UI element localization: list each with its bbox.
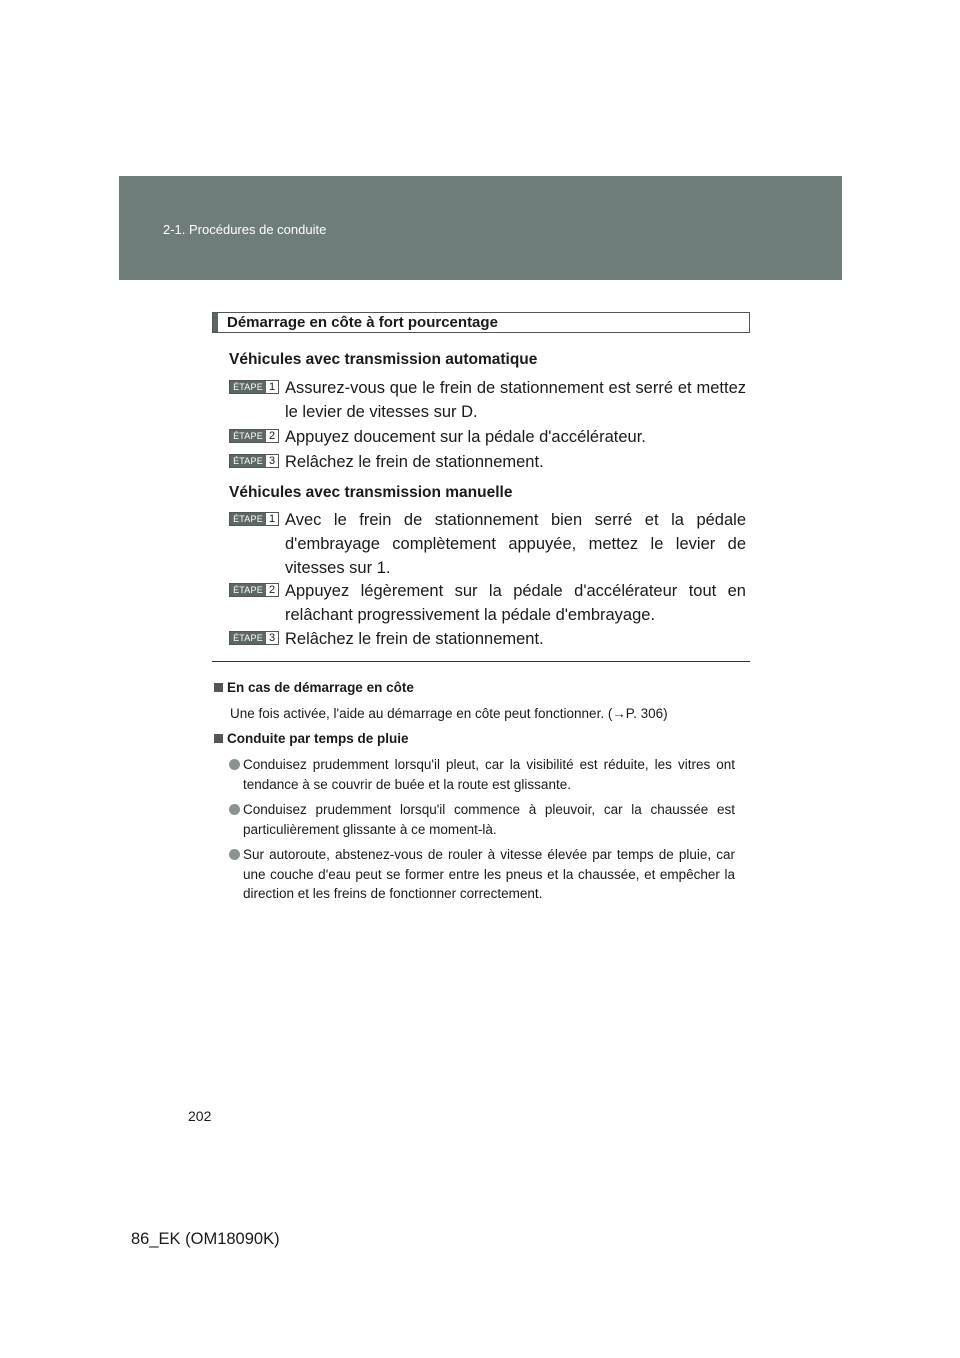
square-bullet-icon xyxy=(214,683,223,692)
section-title-box xyxy=(212,312,750,333)
step-text: Avec le frein de stationnement bien serré et la pédale d'embrayage complètement appuyée, mettez le levier de vitesses sur 1. xyxy=(285,511,746,577)
note-rain-heading xyxy=(214,731,409,746)
step-text: Assurez-vous que le frein de stationnement est serré et mettez le levier de vitesses sur D. xyxy=(285,379,746,421)
step-badge xyxy=(229,380,279,394)
step-badge xyxy=(229,512,279,526)
step-badge xyxy=(229,583,279,597)
note-hill-start-title: En cas de démarrage en côte xyxy=(227,680,414,695)
note-rain-title: Conduite par temps de pluie xyxy=(227,731,409,746)
step-badge-word: ÉTAPE xyxy=(230,513,266,525)
step-badge-number: 1 xyxy=(266,513,278,525)
manual-step-3 xyxy=(229,627,746,651)
section-breadcrumb: 2-1. Procédures de conduite xyxy=(163,222,327,237)
header-band xyxy=(119,176,842,280)
circle-bullet-icon xyxy=(229,759,240,770)
step-badge-word: ÉTAPE xyxy=(230,632,266,644)
automatic-step-3 xyxy=(229,450,746,474)
step-badge-number: 2 xyxy=(266,584,278,596)
step-badge-word: ÉTAPE xyxy=(230,430,266,442)
automatic-step-1 xyxy=(229,376,746,424)
section-title-accent xyxy=(213,313,218,332)
step-text: Relâchez le frein de stationnement. xyxy=(285,453,544,471)
circle-bullet-icon xyxy=(229,804,240,815)
step-badge-word: ÉTAPE xyxy=(230,381,266,393)
automatic-step-2 xyxy=(229,425,746,449)
note-hill-start-text: Une fois activée, l'aide au démarrage en côte peut fonctionner. (→P. 306) xyxy=(230,706,668,721)
note-hill-start-heading xyxy=(214,680,414,695)
step-badge-word: ÉTAPE xyxy=(230,584,266,596)
section-divider xyxy=(212,661,750,662)
manual-step-1 xyxy=(229,508,746,580)
step-badge-word: ÉTAPE xyxy=(230,455,266,467)
manual-heading: Véhicules avec transmission manuelle xyxy=(229,484,513,501)
rain-bullet-2 xyxy=(229,800,735,839)
step-badge xyxy=(229,429,279,443)
manual-step-2 xyxy=(229,579,746,627)
document-code: 86_EK (OM18090K) xyxy=(131,1230,280,1248)
rain-bullet-text: Sur autoroute, abstenez-vous de rouler à vitesse élevée par temps de pluie, car une couche d'eau peut se former entre les pneus et la chaussée, et empêcher la direction et les freins de fonctionner correctement. xyxy=(243,847,735,901)
step-badge-number: 2 xyxy=(266,430,278,442)
automatic-heading: Véhicules avec transmission automatique xyxy=(229,351,538,368)
step-badge xyxy=(229,454,279,468)
step-text: Relâchez le frein de stationnement. xyxy=(285,630,544,648)
section-title: Démarrage en côte à fort pourcentage xyxy=(227,314,498,331)
step-badge xyxy=(229,631,279,645)
step-text: Appuyez légèrement sur la pédale d'accélérateur tout en relâchant progressivement la pédale d'embrayage. xyxy=(285,582,746,624)
page-number: 202 xyxy=(188,1108,212,1124)
rain-bullet-text: Conduisez prudemment lorsqu'il commence à pleuvoir, car la chaussée est particulièrement glissante à ce moment-là. xyxy=(243,802,735,837)
rain-bullet-text: Conduisez prudemment lorsqu'il pleut, car la visibilité est réduite, les vitres ont tendance à se couvrir de buée et la route est glissante. xyxy=(243,757,735,792)
step-text: Appuyez doucement sur la pédale d'accélérateur. xyxy=(285,428,646,446)
step-badge-number: 3 xyxy=(266,632,278,644)
square-bullet-icon xyxy=(214,734,223,743)
rain-bullet-3 xyxy=(229,845,735,904)
rain-bullet-1 xyxy=(229,755,735,794)
step-badge-number: 3 xyxy=(266,455,278,467)
step-badge-number: 1 xyxy=(266,381,278,393)
circle-bullet-icon xyxy=(229,849,240,860)
